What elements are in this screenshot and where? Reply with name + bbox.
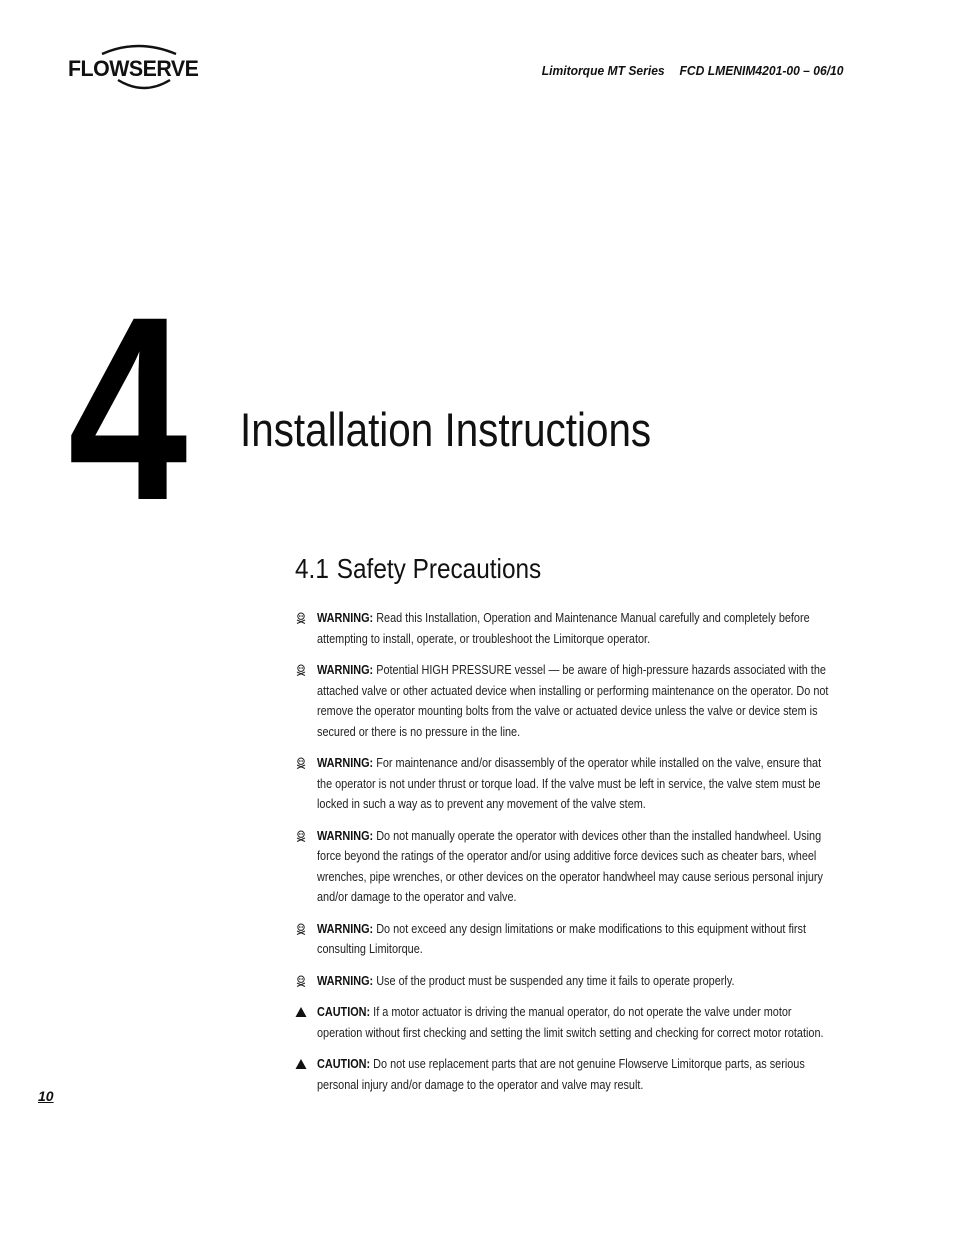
warning-triangle-icon xyxy=(295,1058,307,1070)
chapter-number: 4 xyxy=(68,262,188,555)
section-title: Safety Precautions xyxy=(336,553,542,584)
caution-notice xyxy=(295,1002,840,1043)
warning-notice xyxy=(295,826,840,908)
running-header xyxy=(541,63,843,78)
warning-notice xyxy=(295,753,840,815)
notice-text: Use of the product must be suspended any time it fails to operate properly. xyxy=(373,973,735,988)
notice-text: Do not use replacement parts that are not genuine Flowserve Limitorque parts, as serious personal injury and/or damage to the operator and valve may result. xyxy=(317,1057,805,1092)
logo-text: FLOWSERVE xyxy=(68,56,199,81)
warning-notice xyxy=(295,608,840,649)
skull-crossbones-icon xyxy=(295,664,307,676)
notice-label: WARNING: xyxy=(317,756,374,770)
warning-triangle-icon xyxy=(295,1006,307,1018)
notice-label: CAUTION: xyxy=(317,1057,371,1071)
notice-label: WARNING: xyxy=(317,973,374,988)
skull-crossbones-icon xyxy=(295,975,307,987)
notice-label: WARNING: xyxy=(317,828,374,843)
notice-label: CAUTION: xyxy=(317,1005,371,1019)
section-heading xyxy=(295,553,541,585)
section-number: 4.1 xyxy=(295,553,329,584)
warning-notice xyxy=(295,660,840,742)
series-name: Limitorque MT Series xyxy=(541,63,665,78)
skull-crossbones-icon xyxy=(295,612,307,624)
notice-label: WARNING: xyxy=(317,663,374,677)
warning-notice xyxy=(295,919,840,960)
document-code: FCD LMENIM4201-00 – 06/10 xyxy=(679,63,843,78)
notice-text: Read this Installation, Operation and Maintenance Manual carefully and completely before attempting to install, operate, or troubleshoot the Limitorque operator. xyxy=(317,611,810,646)
page-number: 10 xyxy=(38,1088,54,1104)
skull-crossbones-icon xyxy=(295,830,307,842)
safety-notices xyxy=(295,608,840,1106)
notice-text: Potential HIGH PRESSURE vessel — be aware of high-pressure hazards associated with the attached valve or other actuated device when installing or performing maintenance on the operator. Do not remove the operator mounting bolts from the valve or actuated device unless the valve or device stem is secured or there is no pressure in the line. xyxy=(317,663,829,739)
notice-text: For maintenance and/or disassembly of the operator while installed on the valve, ensure that the operator is not under thrust or torque load. If the valve must be left in service, the valve stem must be locked in such a way as to prevent any movement of the valve stem. xyxy=(317,756,822,811)
notice-text: Do not manually operate the operator with devices other than the installed handwheel. Using force beyond the ratings of the operator and/or using additive force devices such as cheater bars, wheel wrenches, pipe wrenches, or other devices on the operator handwheel may cause serious personal injury and/or damage to the operator and valve. xyxy=(317,828,823,904)
notice-label: WARNING: xyxy=(317,921,374,936)
skull-crossbones-icon xyxy=(295,923,307,935)
notice-label: WARNING: xyxy=(317,611,374,625)
warning-notice xyxy=(295,971,840,992)
notice-text: Do not exceed any design limitations or make modifications to this equipment without first consulting Limitorque. xyxy=(317,921,806,956)
skull-crossbones-icon xyxy=(295,757,307,769)
flowserve-logo xyxy=(68,44,208,96)
caution-notice xyxy=(295,1054,840,1095)
chapter-title: Installation Instructions xyxy=(240,403,652,456)
notice-text: If a motor actuator is driving the manual operator, do not operate the valve under motor operation without first checking and setting the limit switch setting and checking for correct motor rotation. xyxy=(317,1005,824,1040)
